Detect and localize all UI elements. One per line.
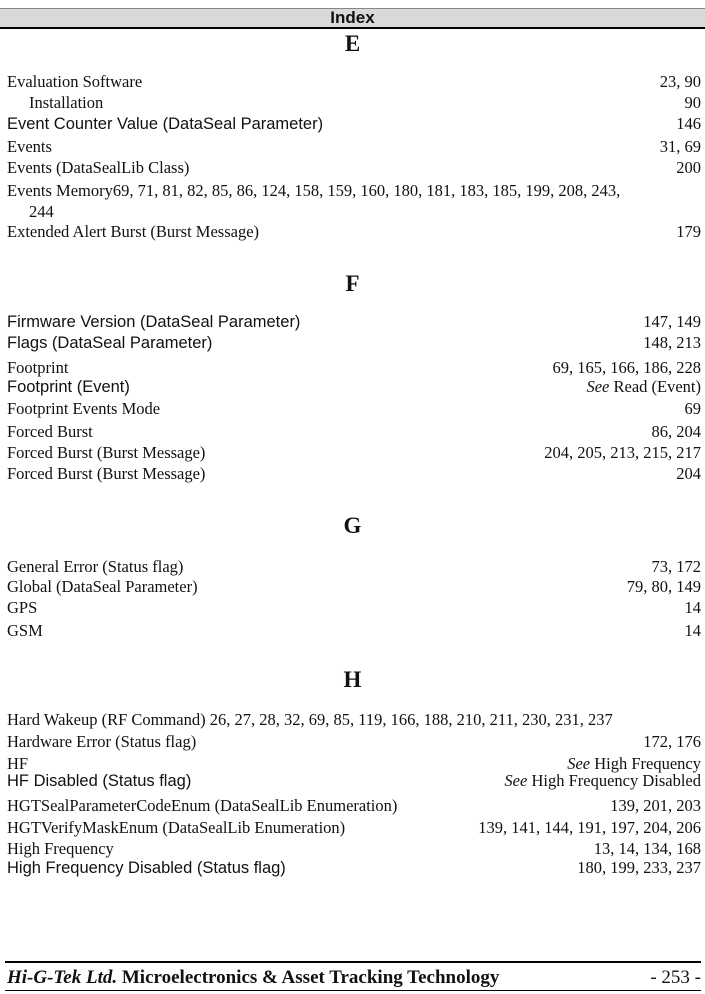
- index-pages: 204: [676, 464, 701, 483]
- index-term: High Frequency Disabled (Status flag): [7, 859, 286, 877]
- index-term: Footprint Events Mode: [7, 399, 161, 418]
- index-term: Events: [7, 137, 52, 156]
- page-footer: [7, 966, 701, 990]
- index-term: Footprint (Event): [7, 378, 130, 396]
- index-term: Evaluation Software: [7, 72, 143, 91]
- index-entry: [7, 422, 701, 442]
- section-letter-h: H: [343, 667, 362, 692]
- index-entry: [7, 114, 701, 134]
- index-term: Events Memory69, 71, 81, 82, 85, 86, 124, 158, 159, 160, 180, 181, 183, 185, 199, 208, 243,: [7, 181, 621, 200]
- index-term: HF: [7, 754, 29, 773]
- index-entry: [7, 732, 701, 752]
- index-pages: 69: [684, 399, 701, 418]
- index-term: Events (DataSealLib Class): [7, 158, 190, 177]
- index-entry: [7, 577, 701, 597]
- index-term: Footprint: [7, 358, 69, 377]
- index-pages: 79, 80, 149: [626, 577, 701, 596]
- index-pages: [586, 377, 701, 397]
- index-term: Global (DataSeal Parameter): [7, 577, 198, 596]
- index-entry: [7, 377, 701, 397]
- index-entry: [7, 158, 701, 178]
- index-term: HGTVerifyMaskEnum (DataSealLib Enumeration): [7, 818, 346, 837]
- index-entry: [7, 710, 701, 730]
- index-pages: 146: [676, 114, 701, 133]
- footer-tagline: Microelectronics & Asset Tracking Technology: [121, 967, 500, 988]
- index-entry: [7, 557, 701, 577]
- index-entry: [7, 771, 701, 791]
- index-entry: [7, 839, 701, 859]
- index-pages: 148, 213: [643, 333, 701, 352]
- index-entry: [7, 137, 701, 157]
- index-entry: [7, 443, 701, 463]
- index-pages: 90: [684, 93, 701, 112]
- index-pages: 179: [676, 222, 701, 241]
- index-entry: [7, 181, 701, 201]
- index-term: Firmware Version (DataSeal Parameter): [7, 313, 301, 331]
- index-term: Forced Burst: [7, 422, 93, 441]
- index-pages: 14: [684, 621, 701, 640]
- index-term: Flags (DataSeal Parameter): [7, 334, 213, 352]
- index-pages: 200: [676, 158, 701, 177]
- index-pages: 172, 176: [643, 732, 701, 751]
- index-pages: 204, 205, 213, 215, 217: [544, 443, 701, 462]
- index-entry: [7, 358, 701, 378]
- page-title: Index: [330, 8, 375, 27]
- index-term: General Error (Status flag): [7, 557, 184, 576]
- index-pages: 69, 165, 166, 186, 228: [552, 358, 701, 377]
- see-target: High Frequency Disabled: [531, 771, 701, 790]
- index-entry: [7, 796, 701, 816]
- index-header-bar: [0, 8, 705, 27]
- index-term: GPS: [7, 598, 38, 617]
- section-letter-g: G: [343, 513, 362, 538]
- index-pages: 147, 149: [643, 312, 701, 331]
- index-term: Extended Alert Burst (Burst Message): [7, 222, 260, 241]
- index-pages: 139, 201, 203: [610, 796, 701, 815]
- index-continuation: 244: [29, 202, 54, 221]
- section-letter-e: E: [344, 31, 361, 56]
- index-term: Event Counter Value (DataSeal Parameter): [7, 115, 324, 133]
- index-term: Hard Wakeup (RF Command) 26, 27, 28, 32, 69, 85, 119, 166, 188, 210, 211, 230, 231, 237: [7, 710, 613, 729]
- index-pages: 13, 14, 134, 168: [593, 839, 701, 858]
- index-term: Installation: [29, 93, 104, 112]
- index-entry: [7, 72, 701, 92]
- section-letter-f: F: [345, 271, 360, 296]
- see-reference: See: [504, 771, 528, 790]
- index-entry: [7, 333, 701, 353]
- index-pages: 139, 141, 144, 191, 197, 204, 206: [478, 818, 701, 837]
- footer-divider: [5, 961, 701, 963]
- page-number: - 253 -: [650, 967, 701, 988]
- index-pages: 73, 172: [651, 557, 701, 576]
- index-entry: [7, 621, 701, 641]
- index-term: HF Disabled (Status flag): [7, 772, 192, 790]
- index-pages: 31, 69: [659, 137, 701, 156]
- index-pages: 180, 199, 233, 237: [577, 858, 701, 877]
- index-term: High Frequency: [7, 839, 114, 858]
- index-term: Forced Burst (Burst Message): [7, 464, 206, 483]
- index-pages: 86, 204: [651, 422, 701, 441]
- index-pages: 14: [684, 598, 701, 617]
- index-term: GSM: [7, 621, 43, 640]
- index-entry: [7, 222, 701, 242]
- index-term: Forced Burst (Burst Message): [7, 443, 206, 462]
- see-reference: See: [586, 377, 610, 396]
- footer-bottom-rule: [5, 990, 701, 991]
- index-pages: [504, 771, 701, 791]
- index-subentry: [7, 93, 701, 113]
- index-term: Hardware Error (Status flag): [7, 732, 197, 751]
- index-entry: [7, 464, 701, 484]
- footer-company: Hi-G-Tek Ltd.: [7, 967, 118, 988]
- index-pages: 23, 90: [659, 72, 701, 91]
- index-entry: [7, 312, 701, 332]
- see-target: Read (Event): [613, 377, 701, 396]
- header-divider: [0, 27, 705, 29]
- index-entry: [7, 399, 701, 419]
- index-entry: [7, 598, 701, 618]
- index-entry: [7, 858, 701, 878]
- see-target: High Frequency: [594, 754, 701, 773]
- index-term: HGTSealParameterCodeEnum (DataSealLib Enumeration): [7, 796, 398, 815]
- see-reference: See: [567, 754, 591, 773]
- index-entry: [7, 818, 701, 838]
